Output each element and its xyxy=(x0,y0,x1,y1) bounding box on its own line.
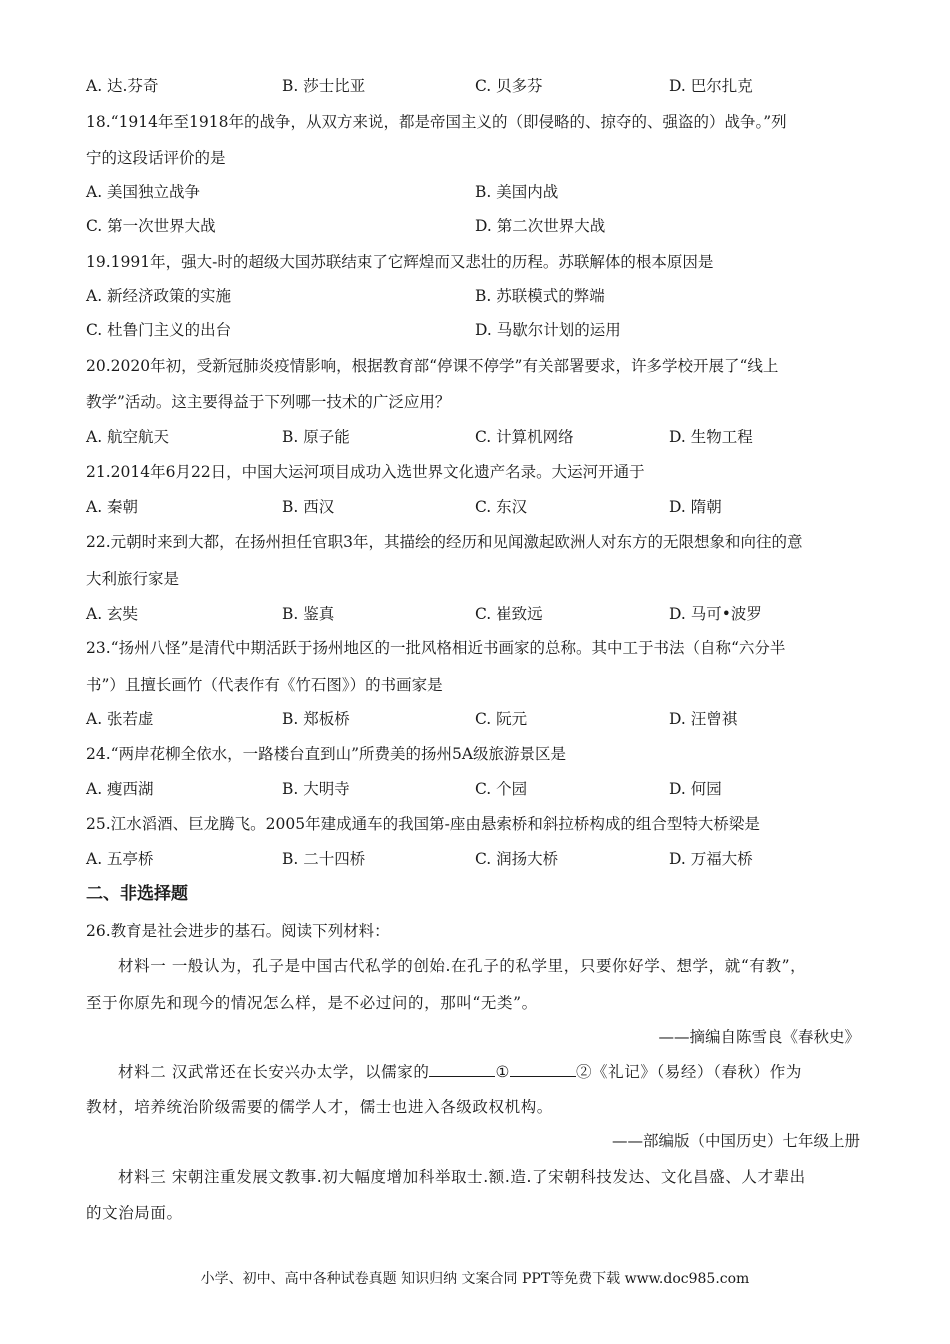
q22-stem-line2: 大利旅行家是 xyxy=(86,570,180,588)
q17-option-c: C. 贝多芬 xyxy=(475,77,543,95)
q24-option-a: A. 瘦西湖 xyxy=(86,780,154,798)
q23-stem-line1: 23.“扬州八怪”是清代中期活跃于扬州地区的一批风格相近书画家的总称。其中工于书法（自称“六分半 xyxy=(86,639,786,657)
material-1-line2: 至于你原先和现今的情况怎么样，是不必过问的，那叫“无类”。 xyxy=(86,994,538,1012)
q17-option-b: B. 莎士比亚 xyxy=(282,77,366,95)
q22-stem-line1: 22.元朝时来到大都，在扬州担任官职3年，其描绘的经历和见闻激起欧洲人对东方的无限想象和向往的意 xyxy=(86,533,803,551)
section-title: 二、非选择题 xyxy=(86,884,188,904)
q23-option-b: B. 郑板桥 xyxy=(282,710,350,728)
q20-option-a: A. 航空航天 xyxy=(86,428,170,446)
q21-option-a: A. 秦朝 xyxy=(86,498,139,516)
q22-option-a: A. 玄奘 xyxy=(86,605,139,623)
material-2-line1 xyxy=(118,1062,802,1082)
q22-option-c: C. 崔致远 xyxy=(475,605,543,623)
q20-stem-line2: 教学”活动。这主要得益于下列哪一技术的广泛应用？ xyxy=(86,393,451,411)
q18-stem-line2: 宁的这段话评价的是 xyxy=(86,149,226,167)
q20-stem-line1: 20.2020年初，受新冠肺炎疫情影响，根据教育部“停课不停学”有关部署要求，许多学校开展了“线上 xyxy=(86,357,779,375)
material-3-line1: 材料三 宋朝注重发展文教事.初大幅度增加科举取士.额.造.了宋朝科技发达、文化昌盛、人才辈出 xyxy=(118,1168,806,1186)
q19-option-a: A. 新经济政策的实施 xyxy=(86,287,232,305)
q19-option-b: B. 苏联模式的弊端 xyxy=(475,287,605,305)
q18-option-d: D. 第二次世界大战 xyxy=(475,217,606,235)
q19-stem: 19.1991年，强大-时的超级大国苏联结束了它辉煌而又悲壮的历程。苏联解体的根本原因是 xyxy=(86,253,714,271)
material-2-line2: 教材，培养统治阶级需要的儒学人才，儒士也进入各级政权机构。 xyxy=(86,1098,553,1116)
material-2-source: ——部编版（中国历史）七年级上册 xyxy=(611,1132,860,1150)
q25-option-c: C. 润扬大桥 xyxy=(475,850,559,868)
q23-option-c: C. 阮元 xyxy=(475,710,528,728)
material-2-prefix: 材料二 汉武常还在长安兴办太学，以儒家的 xyxy=(118,1063,430,1081)
q18-option-b: B. 美国内战 xyxy=(475,183,559,201)
q17-option-a: A. 达.芬奇 xyxy=(86,77,159,95)
answer-blank-1[interactable] xyxy=(429,1062,495,1077)
q24-option-d: D. 何园 xyxy=(669,780,722,798)
q19-option-d: D. 马歇尔计划的运用 xyxy=(475,321,621,339)
q19-option-c: C. 杜鲁门主义的出台 xyxy=(86,321,232,339)
page-footer: 小学、初中、高中各种试卷真题 知识归纳 文案合同 PPT等免费下载 www.doc985.com xyxy=(200,1271,750,1287)
q25-option-b: B. 二十四桥 xyxy=(282,850,366,868)
q21-stem: 21.2014年6月22日，中国大运河项目成功入选世界文化遗产名录。大运河开通于 xyxy=(86,463,645,481)
answer-blank-2[interactable] xyxy=(510,1062,576,1077)
q23-option-a: A. 张若虚 xyxy=(86,710,154,728)
q20-option-c: C. 计算机网络 xyxy=(475,428,574,446)
q24-option-b: B. 大明寺 xyxy=(282,780,350,798)
q23-stem-line2: 书”）且擅长画竹（代表作有《竹石图》）的书画家是 xyxy=(86,676,443,694)
q26-stem: 26.教育是社会进步的基石。阅读下列材料： xyxy=(86,922,390,940)
q20-option-d: D. 生物工程 xyxy=(669,428,753,446)
q17-option-d: D. 巴尔扎克 xyxy=(669,77,753,95)
material-3-line2: 的文治局面。 xyxy=(86,1204,183,1222)
q18-option-a: A. 美国独立战争 xyxy=(86,183,201,201)
q22-option-d: D. 马可•波罗 xyxy=(669,605,762,623)
q25-stem: 25.江水滔酒、巨龙腾飞。2005年建成通车的我国第-座由悬索桥和斜拉桥构成的组合型特大桥梁是 xyxy=(86,815,760,833)
material-1-line1: 材料一 一般认为，孔子是中国古代私学的创始.在孔子的私学里，只要你好学、想学，就“有教”， xyxy=(118,957,807,975)
q24-option-c: C. 个园 xyxy=(475,780,528,798)
q25-option-d: D. 万福大桥 xyxy=(669,850,753,868)
q24-stem: 24.“两岸花柳全依水，一路楼台直到山”所费美的扬州5A级旅游景区是 xyxy=(86,745,567,763)
q21-option-d: D. 隋朝 xyxy=(669,498,722,516)
q18-option-c: C. 第一次世界大战 xyxy=(86,217,216,235)
material-1-source: ——摘编自陈雪良《春秋史》 xyxy=(658,1028,860,1046)
q22-option-b: B. 鉴真 xyxy=(282,605,335,623)
material-2-suffix: 《礼记》（易经）（春秋）作为 xyxy=(592,1063,802,1081)
q21-option-b: B. 西汉 xyxy=(282,498,335,516)
q20-option-b: B. 原子能 xyxy=(282,428,350,446)
q18-stem-line1: 18.“1914年至1918年的战争，从双方来说，都是帝国主义的（即侵略的、掠夺的、强盗的）战争。”列 xyxy=(86,113,787,131)
blank-marker-1: ① xyxy=(495,1063,510,1081)
q23-option-d: D. 汪曾祺 xyxy=(669,710,738,728)
q25-option-a: A. 五亭桥 xyxy=(86,850,154,868)
q21-option-c: C. 东汉 xyxy=(475,498,528,516)
blank-marker-2: ② xyxy=(575,1063,593,1081)
